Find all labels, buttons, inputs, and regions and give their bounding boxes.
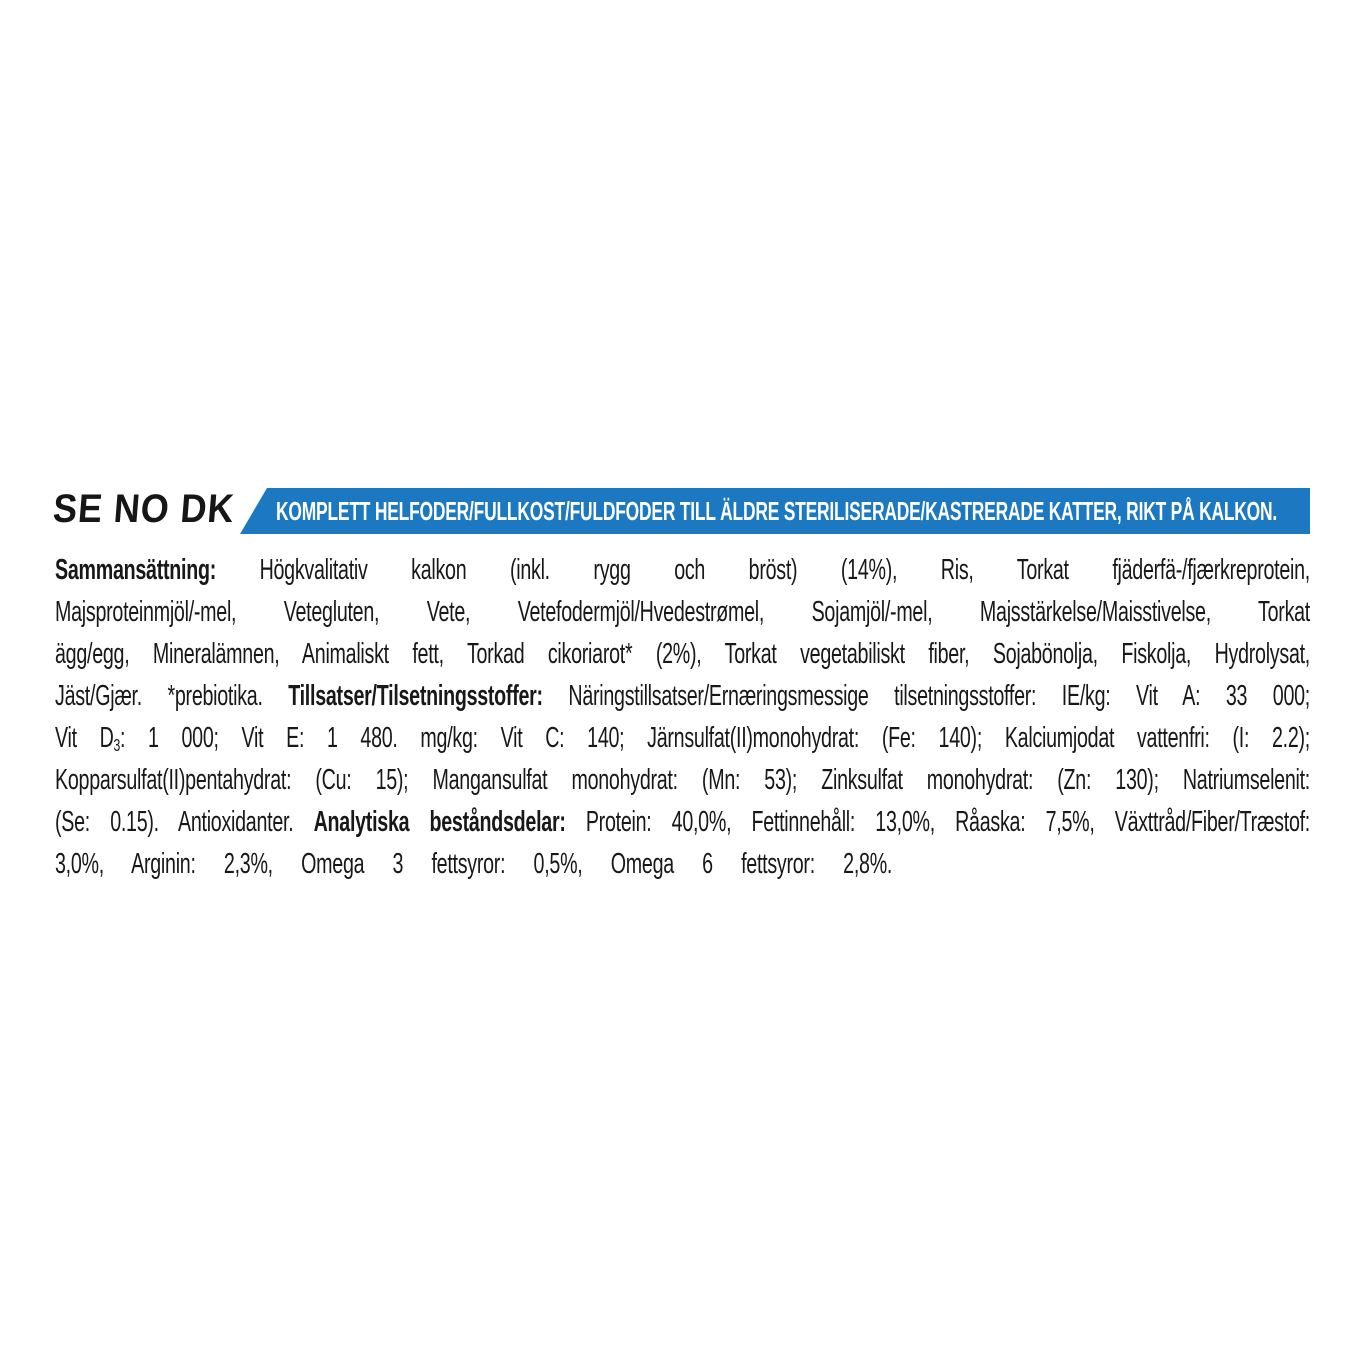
- info-segment: ägg/egg, Mineralämnen, Animaliskt fett, Torkad cikoriarot* (2%), Torkat vegetabiliskt fiber, Sojabönolja, Fiskolja, Hydrolysat,: [55, 638, 1311, 670]
- banner: [240, 488, 1310, 534]
- info-line: [55, 717, 1310, 759]
- info-segment: Näringstillsatser/Ernæringsmessige tilsetningsstoffer: IE/kg: Vit A: 33 000;: [542, 680, 1311, 712]
- banner-text: KOMPLETT HELFODER/FULLKOST/FULDFODER TILL ÄLDRE STERILISERADE/KASTRERADE KATTER, RIKT PÅ KALKON.: [276, 496, 1278, 526]
- info-line: [55, 591, 1310, 633]
- ingredients-text: [55, 549, 1310, 885]
- info-line: [55, 675, 1310, 717]
- info-segment: 3: [113, 734, 121, 755]
- info-segment: (Se: 0.15). Antioxidanter.: [55, 806, 314, 838]
- info-line: [55, 633, 1310, 675]
- info-segment: 3,0%, Arginin: 2,3%, Omega 3 fettsyror: 0,5%, Omega 6 fettsyror: 2,8%.: [55, 848, 893, 880]
- info-segment: Protein: 40,0%, Fettinnehåll: 13,0%, Råaska: 7,5%, Växttråd/Fiber/Træstof:: [565, 806, 1311, 838]
- info-segment: Majsproteinmjöl/-mel, Vetegluten, Vete, Vetefodermjöl/Hvedestrømel, Sojamjöl/-mel, Majsstärkelse/Maisstivelse, Torkat: [55, 596, 1311, 628]
- info-segment: Kopparsulfat(II)pentahydrat: (Cu: 15); Mangansulfat monohydrat: (Mn: 53); Zinksulfat monohydrat: (Zn: 130); Natriumselenit:: [55, 764, 1311, 796]
- info-segment: Jäst/Gjær. *prebiotika.: [55, 680, 289, 712]
- region-code: SE NO DK: [51, 487, 237, 531]
- info-heading: Sammansättning:: [55, 554, 216, 586]
- info-line: [55, 843, 1310, 885]
- info-segment: : 1 000; Vit E: 1 480. mg/kg: Vit C: 140; Järnsulfat(II)monohydrat: (Fe: 140); Kalciumjodat vattenfri: (I: 2.2);: [120, 722, 1311, 754]
- info-heading: Analytiska beståndsdelar:: [313, 806, 566, 838]
- info-line: [55, 759, 1310, 801]
- info-heading: Tillsatser/Tilsetningsstoffer:: [288, 680, 543, 712]
- info-segment: Vit D: [55, 722, 114, 754]
- info-line: [55, 549, 1310, 591]
- info-line: [55, 801, 1310, 843]
- info-segment: Högkvalitativ kalkon (inkl. rygg och bröst) (14%), Ris, Torkat fjäderfä-/fjærkreprotein,: [215, 554, 1311, 586]
